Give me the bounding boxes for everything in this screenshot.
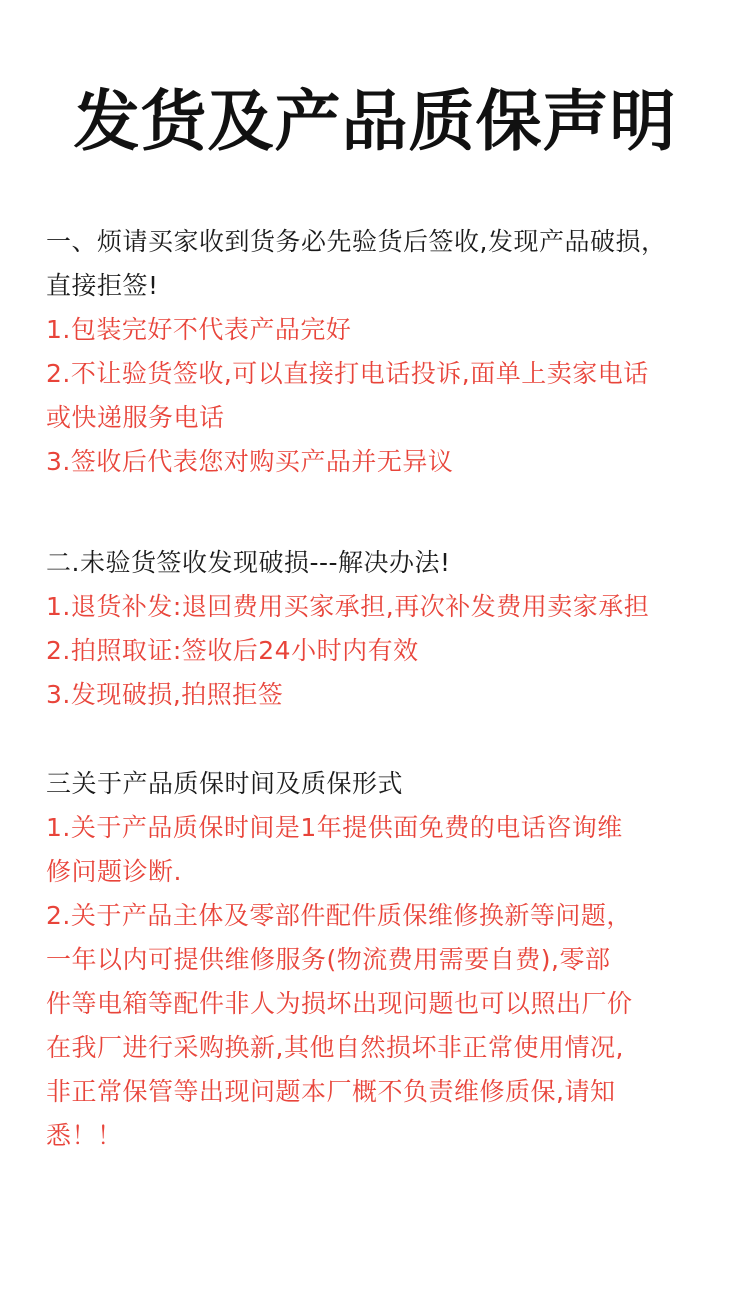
- warranty-item: 一年以内可提供维修服务(物流费用需要自费),零部: [46, 945, 611, 974]
- warranty-item: 修问题诊断.: [46, 857, 182, 886]
- warranty-item: 件等电箱等配件非人为损坏出现问题也可以照出厂价: [46, 989, 633, 1018]
- warranty-item: 悉！！: [46, 1121, 123, 1150]
- warranty-item: 2.关于产品主体及零部件配件质保维修换新等问题，: [46, 901, 632, 930]
- notice-item: 2.不让验货签收,可以直接打电话投诉,面单上卖家电话: [46, 359, 649, 388]
- warranty-item: 1.关于产品质保时间是1年提供面免费的电话咨询维: [46, 813, 623, 842]
- section-warranty-terms: [46, 762, 716, 1158]
- notice-item: 或快递服务电话: [46, 403, 225, 432]
- notice-item: 3.签收后代表您对购买产品并无异议: [46, 447, 454, 476]
- section-heading: 三关于产品质保时间及质保形式: [46, 769, 404, 798]
- page-title: 发货及产品质保声明: [73, 83, 677, 160]
- solution-item: 3.发现破损,拍照拒签: [46, 680, 284, 709]
- warranty-item: 在我厂进行采购换新,其他自然损坏非正常使用情况,: [46, 1033, 624, 1062]
- solution-item: 2.拍照取证:签收后24小时内有效: [46, 636, 419, 665]
- section-damage-solution: [46, 541, 716, 717]
- solution-item: 1.退货补发:退回费用买家承担,再次补发费用卖家承担: [46, 592, 650, 621]
- section-inspection-notice: [46, 220, 716, 484]
- warranty-item: 非正常保管等出现问题本厂概不负责维修质保,请知: [46, 1077, 616, 1106]
- notice-item: 1.包装完好不代表产品完好: [46, 315, 352, 344]
- section-heading: 二.未验货签收发现破损---解决办法!: [46, 548, 451, 577]
- section-heading-line: 直接拒签!: [46, 271, 159, 300]
- section-heading-line: 一、烦请买家收到货务必先验货后签收,发现产品破损，: [46, 227, 667, 256]
